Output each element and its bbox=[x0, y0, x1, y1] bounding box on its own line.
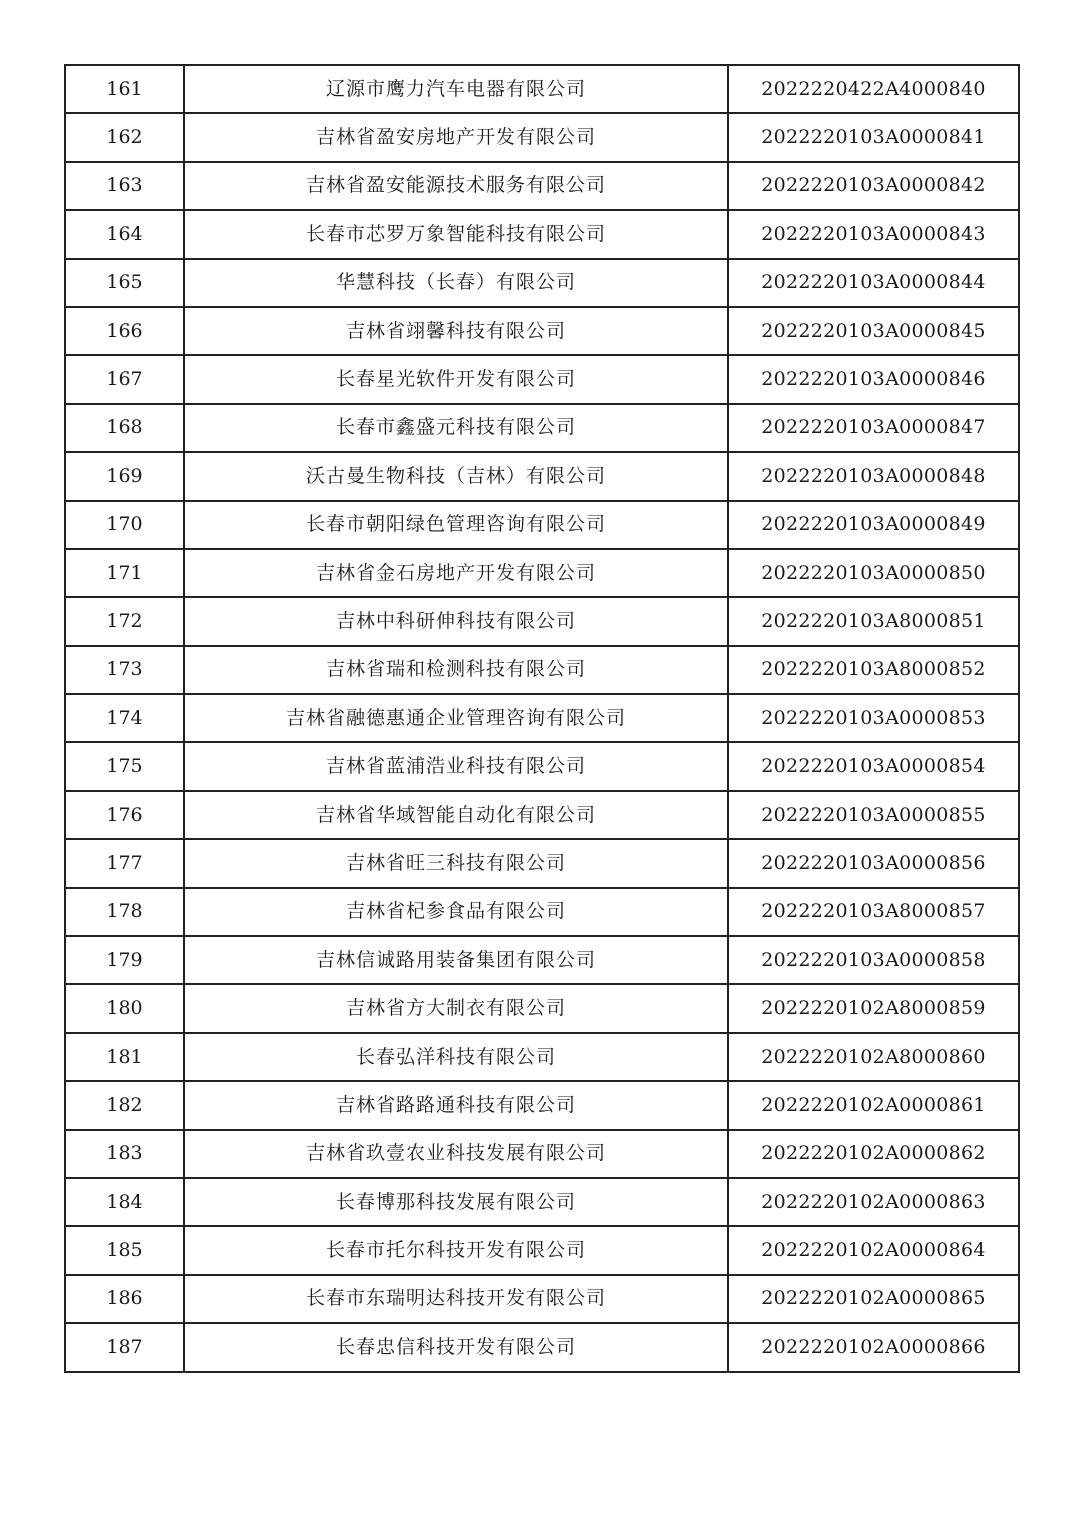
registration-code: 2022220103A0000850 bbox=[728, 549, 1019, 597]
row-number: 187 bbox=[65, 1323, 184, 1371]
row-number: 175 bbox=[65, 742, 184, 790]
row-number: 176 bbox=[65, 791, 184, 839]
company-name: 吉林省方大制衣有限公司 bbox=[184, 984, 728, 1032]
registration-code: 2022220102A0000866 bbox=[728, 1323, 1019, 1371]
registration-code: 2022220103A0000842 bbox=[728, 162, 1019, 210]
company-name: 吉林省翊馨科技有限公司 bbox=[184, 307, 728, 355]
registration-code: 2022220103A0000841 bbox=[728, 113, 1019, 161]
row-number: 169 bbox=[65, 452, 184, 500]
registration-code: 2022220422A4000840 bbox=[728, 65, 1019, 113]
row-number: 163 bbox=[65, 162, 184, 210]
company-name: 长春市托尔科技开发有限公司 bbox=[184, 1226, 728, 1274]
company-name: 吉林省杞参食品有限公司 bbox=[184, 888, 728, 936]
table-row bbox=[65, 210, 1019, 258]
table-row bbox=[65, 355, 1019, 403]
company-name: 吉林省盈安能源技术服务有限公司 bbox=[184, 162, 728, 210]
table-row bbox=[65, 1081, 1019, 1129]
registration-code: 2022220102A0000863 bbox=[728, 1178, 1019, 1226]
company-name: 吉林省盈安房地产开发有限公司 bbox=[184, 113, 728, 161]
registration-code: 2022220103A0000854 bbox=[728, 742, 1019, 790]
registration-code: 2022220103A0000843 bbox=[728, 210, 1019, 258]
company-name: 吉林省蓝浦浩业科技有限公司 bbox=[184, 742, 728, 790]
registration-code: 2022220103A0000853 bbox=[728, 694, 1019, 742]
table-row bbox=[65, 259, 1019, 307]
company-name: 长春忠信科技开发有限公司 bbox=[184, 1323, 728, 1371]
company-name: 吉林省瑞和检测科技有限公司 bbox=[184, 646, 728, 694]
company-name: 吉林省华域智能自动化有限公司 bbox=[184, 791, 728, 839]
row-number: 168 bbox=[65, 404, 184, 452]
registration-code: 2022220103A0000846 bbox=[728, 355, 1019, 403]
table-row bbox=[65, 501, 1019, 549]
company-name: 长春市芯罗万象智能科技有限公司 bbox=[184, 210, 728, 258]
table-row bbox=[65, 1178, 1019, 1226]
table-body bbox=[65, 65, 1019, 1372]
registration-code: 2022220102A8000859 bbox=[728, 984, 1019, 1032]
table-row bbox=[65, 936, 1019, 984]
company-name: 长春星光软件开发有限公司 bbox=[184, 355, 728, 403]
company-name: 长春市东瑞明达科技开发有限公司 bbox=[184, 1275, 728, 1323]
registration-code: 2022220103A8000851 bbox=[728, 597, 1019, 645]
row-number: 166 bbox=[65, 307, 184, 355]
company-name: 吉林省玖壹农业科技发展有限公司 bbox=[184, 1130, 728, 1178]
table-row bbox=[65, 1130, 1019, 1178]
company-list-table bbox=[64, 64, 1020, 1373]
row-number: 165 bbox=[65, 259, 184, 307]
table-row bbox=[65, 65, 1019, 113]
row-number: 164 bbox=[65, 210, 184, 258]
company-name: 吉林省旺三科技有限公司 bbox=[184, 839, 728, 887]
table-row bbox=[65, 452, 1019, 500]
company-name: 长春博那科技发展有限公司 bbox=[184, 1178, 728, 1226]
table-row bbox=[65, 1033, 1019, 1081]
registration-code: 2022220102A0000862 bbox=[728, 1130, 1019, 1178]
table-row bbox=[65, 646, 1019, 694]
registration-code: 2022220103A0000845 bbox=[728, 307, 1019, 355]
registration-code: 2022220102A0000864 bbox=[728, 1226, 1019, 1274]
row-number: 184 bbox=[65, 1178, 184, 1226]
table-row bbox=[65, 404, 1019, 452]
row-number: 171 bbox=[65, 549, 184, 597]
registration-code: 2022220103A8000852 bbox=[728, 646, 1019, 694]
company-name: 沃古曼生物科技（吉林）有限公司 bbox=[184, 452, 728, 500]
row-number: 180 bbox=[65, 984, 184, 1032]
company-name: 吉林省金石房地产开发有限公司 bbox=[184, 549, 728, 597]
registration-code: 2022220103A0000849 bbox=[728, 501, 1019, 549]
row-number: 162 bbox=[65, 113, 184, 161]
table-row bbox=[65, 597, 1019, 645]
company-name: 辽源市鹰力汽车电器有限公司 bbox=[184, 65, 728, 113]
row-number: 173 bbox=[65, 646, 184, 694]
table-row bbox=[65, 791, 1019, 839]
company-name: 长春市朝阳绿色管理咨询有限公司 bbox=[184, 501, 728, 549]
company-name: 华慧科技（长春）有限公司 bbox=[184, 259, 728, 307]
row-number: 179 bbox=[65, 936, 184, 984]
table-row bbox=[65, 839, 1019, 887]
table-row bbox=[65, 162, 1019, 210]
table-row bbox=[65, 888, 1019, 936]
row-number: 178 bbox=[65, 888, 184, 936]
table-row bbox=[65, 1323, 1019, 1371]
row-number: 185 bbox=[65, 1226, 184, 1274]
registration-code: 2022220103A0000847 bbox=[728, 404, 1019, 452]
company-name: 长春市鑫盛元科技有限公司 bbox=[184, 404, 728, 452]
row-number: 161 bbox=[65, 65, 184, 113]
registration-code: 2022220103A0000856 bbox=[728, 839, 1019, 887]
table-row bbox=[65, 742, 1019, 790]
company-name: 吉林中科研伸科技有限公司 bbox=[184, 597, 728, 645]
table-row bbox=[65, 549, 1019, 597]
row-number: 167 bbox=[65, 355, 184, 403]
table-row bbox=[65, 307, 1019, 355]
table-row bbox=[65, 1226, 1019, 1274]
row-number: 182 bbox=[65, 1081, 184, 1129]
row-number: 172 bbox=[65, 597, 184, 645]
registration-code: 2022220102A8000860 bbox=[728, 1033, 1019, 1081]
registration-code: 2022220102A0000861 bbox=[728, 1081, 1019, 1129]
table-row bbox=[65, 113, 1019, 161]
table-row bbox=[65, 694, 1019, 742]
row-number: 183 bbox=[65, 1130, 184, 1178]
row-number: 181 bbox=[65, 1033, 184, 1081]
registration-code: 2022220103A0000848 bbox=[728, 452, 1019, 500]
company-name: 吉林省路路通科技有限公司 bbox=[184, 1081, 728, 1129]
registration-code: 2022220103A8000857 bbox=[728, 888, 1019, 936]
company-name: 吉林信诚路用装备集团有限公司 bbox=[184, 936, 728, 984]
company-name: 长春弘洋科技有限公司 bbox=[184, 1033, 728, 1081]
registration-code: 2022220103A0000858 bbox=[728, 936, 1019, 984]
registration-code: 2022220103A0000855 bbox=[728, 791, 1019, 839]
company-name: 吉林省融德惠通企业管理咨询有限公司 bbox=[184, 694, 728, 742]
row-number: 170 bbox=[65, 501, 184, 549]
registration-code: 2022220102A0000865 bbox=[728, 1275, 1019, 1323]
registration-code: 2022220103A0000844 bbox=[728, 259, 1019, 307]
row-number: 174 bbox=[65, 694, 184, 742]
table-row bbox=[65, 1275, 1019, 1323]
row-number: 186 bbox=[65, 1275, 184, 1323]
row-number: 177 bbox=[65, 839, 184, 887]
table-row bbox=[65, 984, 1019, 1032]
